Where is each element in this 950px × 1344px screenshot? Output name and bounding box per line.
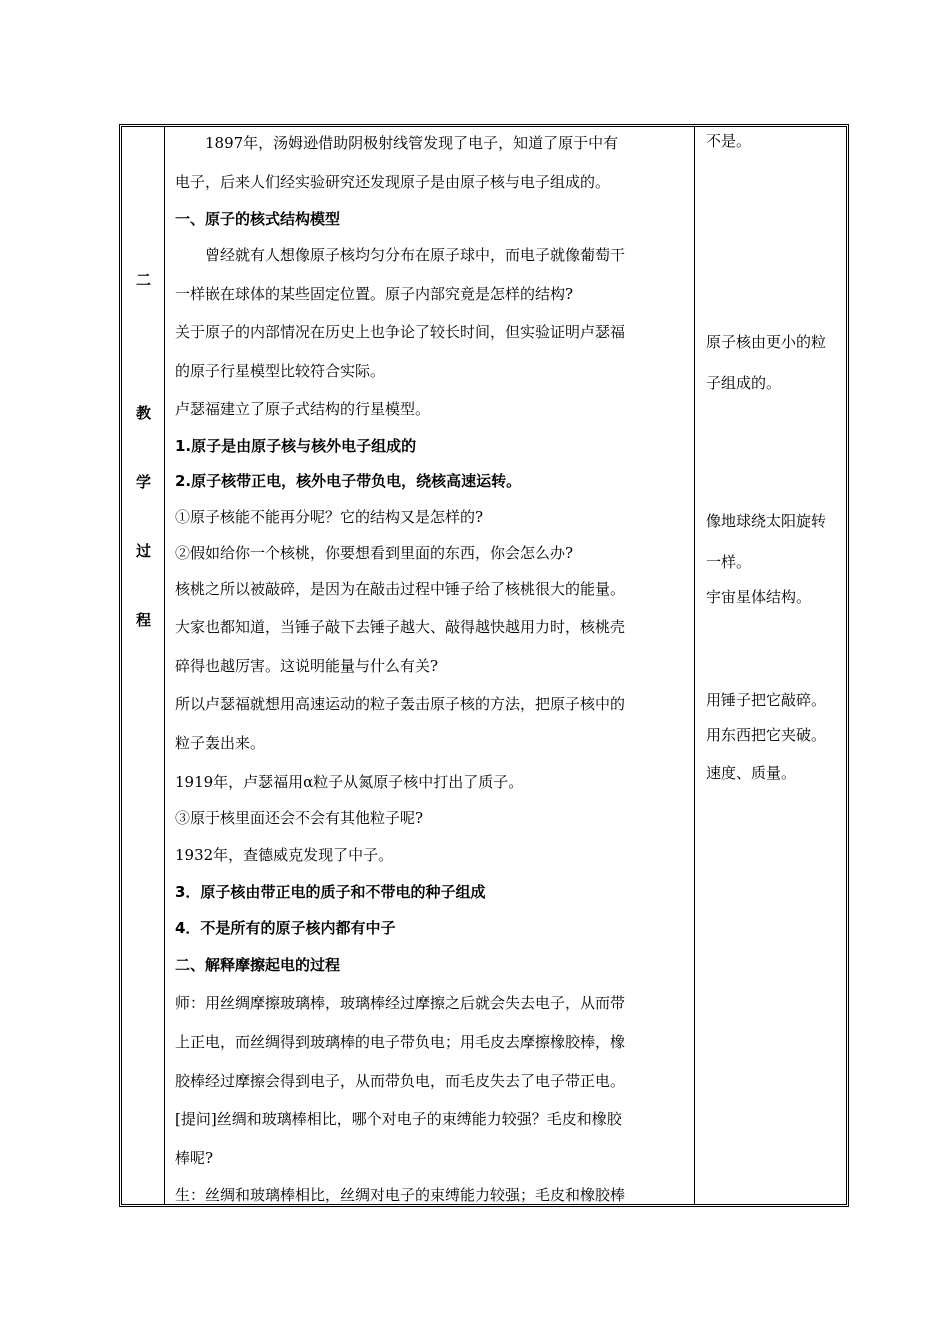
content-line: 的原子行星模型比较符合实际。 [175, 362, 386, 380]
stage-label-char: 教 [135, 404, 151, 422]
student-response-line: 速度、质量。 [706, 764, 797, 782]
content-line: 生：丝绸和玻璃棒相比，丝绸对电子的束缚能力较强；毛皮和橡胶棒 [175, 1186, 626, 1204]
student-response-line: 不是。 [706, 132, 752, 150]
content-line: [提问]丝绸和玻璃棒相比，哪个对电子的束缚能力较强？毛皮和橡胶 [175, 1110, 622, 1128]
content-line: 电子，后来人们经实验研究还发现原子是由原子核与电子组成的。 [175, 173, 611, 191]
content-line: 大家也都知道，当锤子敲下去锤子越大、敲得越快越用力时，核桃壳 [175, 618, 626, 636]
student-response-line: 宇宙星体结构。 [706, 588, 812, 606]
content-line: 胶棒经过摩擦会得到电子，从而带负电，而毛皮失去了电子带正电。 [175, 1072, 626, 1090]
section-heading: 1.原子是由原子核与核外电子组成的 [175, 437, 417, 455]
content-line: 一样嵌在球体的某些固定位置。原子内部究竟是怎样的结构? [175, 285, 574, 303]
student-response-line: 用锤子把它敲碎。 [706, 691, 827, 709]
student-response-line: 像地球绕太阳旋转 [706, 512, 827, 530]
content-line: ③原于核里面还会不会有其他粒子呢? [175, 809, 424, 827]
stage-label-char: 过 [135, 542, 151, 560]
content-line: 碎得也越厉害。这说明能量与什么有关? [175, 657, 439, 675]
content-line: ②假如给你一个核桃，你要想看到里面的东西，你会怎么办? [175, 544, 574, 562]
content-line: 1897年，汤姆逊借助阴极射线管发现了电子，知道了原于中有 [175, 134, 619, 152]
student-activity-column [695, 127, 846, 1204]
content-line: 上正电，而丝绸得到玻璃棒的电子带负电；用毛皮去摩擦橡胶棒，橡 [175, 1033, 626, 1051]
stage-column [122, 127, 165, 1204]
content-line: 曾经就有人想像原子核均匀分布在原子球中，而电子就像葡萄干 [175, 246, 626, 264]
section-heading: 二、解释摩擦起电的过程 [175, 956, 341, 974]
content-line: 所以卢瑟福就想用高速运动的粒子轰击原子核的方法，把原子核中的 [175, 695, 626, 713]
lesson-table [119, 124, 849, 1207]
section-heading: 一、原子的核式结构模型 [175, 210, 341, 228]
content-line: 1932年，查德威克发现了中子。 [175, 846, 394, 864]
stage-label-char: 程 [135, 611, 151, 629]
section-heading: 2.原子核带正电，核外电子带负电，绕核高速运转。 [175, 472, 522, 490]
content-line: 粒子轰出来。 [175, 734, 266, 752]
content-line: 棒呢? [175, 1149, 214, 1167]
content-line: 核桃之所以被敲碎，是因为在敲击过程中锤子给了核桃很大的能量。 [175, 580, 626, 598]
section-heading: 4．不是所有的原子核内都有中子 [175, 919, 396, 937]
content-line: 1919年，卢瑟福用α粒子从氮原子核中打出了质子。 [175, 773, 524, 791]
stage-label-char: 二 [135, 271, 151, 289]
content-line: ①原子核能不能再分呢？它的结构又是怎样的? [175, 508, 484, 526]
content-line: 师：用丝绸摩擦玻璃棒，玻璃棒经过摩擦之后就会失去电子，从而带 [175, 994, 626, 1012]
student-response-line: 一样。 [706, 553, 752, 571]
student-response-line: 用东西把它夹破。 [706, 726, 827, 744]
student-response-line: 子组成的。 [706, 374, 782, 392]
teaching-content-column [165, 127, 695, 1204]
stage-label-char: 学 [135, 473, 151, 491]
section-heading: 3．原子核由带正电的质子和不带电的种子组成 [175, 883, 486, 901]
content-line: 关于原子的内部情况在历史上也争论了较长时间，但实验证明卢瑟福 [175, 323, 626, 341]
content-line: 卢瑟福建立了原子式结构的行星模型。 [175, 400, 431, 418]
student-response-line: 原子核由更小的粒 [706, 333, 827, 351]
